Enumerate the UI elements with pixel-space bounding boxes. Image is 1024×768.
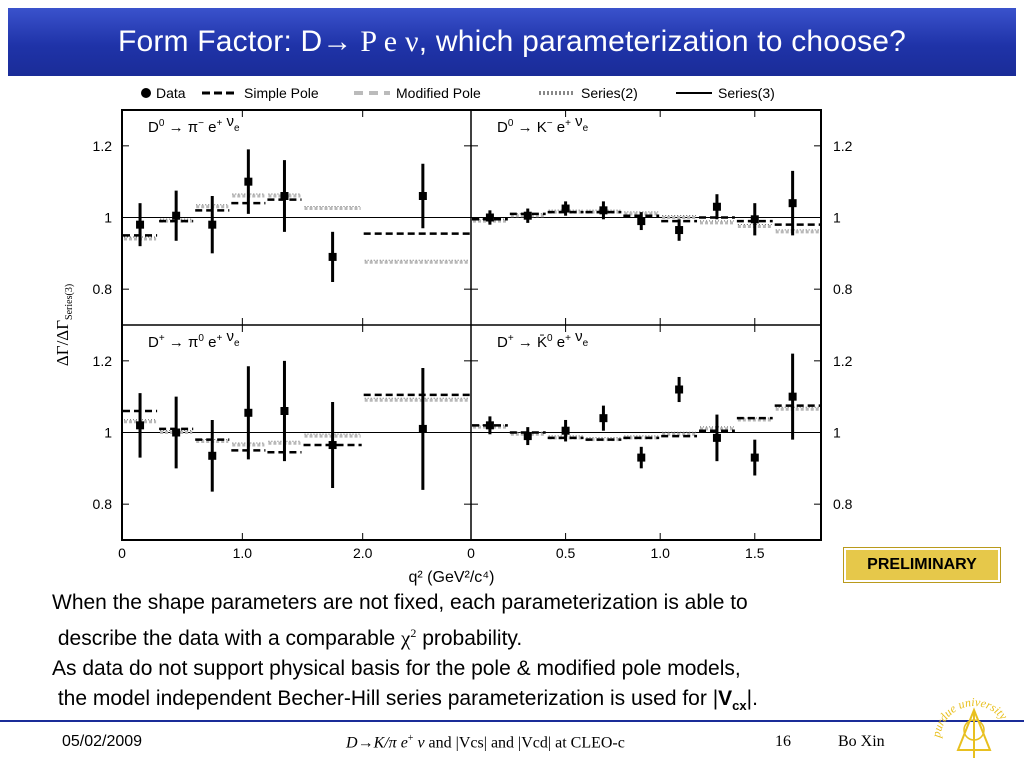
panel-label-part: 0: [158, 118, 165, 129]
data-point: [637, 217, 645, 225]
panel-label-part: D: [148, 119, 159, 136]
panel-label-part: D: [497, 334, 508, 351]
panel-label-D0pi: [148, 113, 240, 136]
panel-label-part: ν: [570, 328, 583, 345]
panel-label-part: +: [507, 333, 514, 344]
footer-talk-title: D→K/π e+ ν and |Vcs| and |Vcd| at CLEO-c: [346, 733, 625, 752]
panel-label-part: e: [582, 338, 589, 349]
bullet-1: When the shape parameters are not fixed, each parameterization is able to: [52, 591, 748, 614]
data-point: [599, 414, 607, 422]
panel-label-part: −: [546, 118, 553, 129]
title-bar: [8, 8, 1016, 76]
legend-label-3: Series(2): [581, 85, 638, 101]
data-point: [599, 206, 607, 214]
panel-label-part: e: [203, 334, 217, 351]
panel-label-part: 0: [507, 118, 514, 129]
y-axis-label-main: ΔΓ/ΔΓ: [53, 319, 72, 367]
panel-label-part: e: [582, 123, 589, 134]
ytick-label-D0pi-2: 1.2: [92, 137, 112, 154]
data-point: [136, 421, 144, 429]
form-factor-chart: [38, 80, 853, 586]
data-point: [524, 432, 532, 440]
slide-title: Form Factor: D→ P e ν, which parameterization to choose?: [117, 25, 907, 58]
panel-label-part: +: [565, 333, 571, 344]
panel-label-part: D: [497, 119, 508, 136]
legend-label-0: Data: [156, 85, 186, 101]
panel-label-part: e: [552, 334, 566, 351]
data-point: [637, 454, 645, 462]
ytick-label-right-D0K-2: 1.2: [833, 137, 853, 154]
data-point: [172, 212, 180, 220]
preliminary-badge: PRELIMINARY: [844, 548, 1000, 582]
data-point: [562, 427, 570, 435]
data-point: [244, 178, 252, 186]
panel-label-part: 0: [198, 333, 204, 344]
x-axis-label: q² (GeV²/c⁴): [408, 569, 495, 586]
data-point: [136, 221, 144, 229]
data-point: [713, 434, 721, 442]
data-point: [208, 452, 216, 460]
panel-label-part: ν: [570, 113, 583, 130]
ytick-label-right-D0K-1: 1: [833, 209, 841, 226]
data-point: [329, 253, 337, 261]
ytick-label-D0pi-0: 0.8: [92, 281, 112, 298]
xtick-label-Dppi-1: 1.0: [232, 545, 253, 561]
ytick-label-right-DpK-2: 1.2: [833, 352, 853, 369]
panel-label-part: → K: [513, 119, 547, 136]
ytick-label-right-DpK-0: 0.8: [833, 496, 853, 513]
y-axis-label-sub: Series(3): [64, 283, 75, 320]
data-point: [280, 407, 288, 415]
bullet-2: As data do not support physical basis for the pole & modified pole models,: [52, 657, 741, 680]
y-axis-label: [53, 284, 75, 366]
ytick-label-Dppi-0: 0.8: [92, 496, 112, 513]
data-point: [675, 386, 683, 394]
legend-label-4: Series(3): [718, 85, 775, 101]
data-point: [789, 199, 797, 207]
data-point: [280, 192, 288, 200]
footer-date: 05/02/2009: [62, 733, 143, 750]
data-point: [751, 454, 759, 462]
data-point: [562, 205, 570, 213]
data-point: [208, 221, 216, 229]
data-point: [244, 409, 252, 417]
svg-text:purdue university: purdue university: [929, 694, 1011, 739]
data-point: [419, 425, 427, 433]
data-point: [713, 203, 721, 211]
xtick-label-DpK-3: 1.5: [745, 545, 765, 561]
panel-label-part: e: [233, 338, 240, 349]
panel-label-part: +: [216, 118, 223, 129]
panel-label-part: e: [552, 119, 566, 136]
data-point: [486, 421, 494, 429]
panel-label-part: ν: [222, 113, 234, 130]
panel-label-part: → π: [164, 334, 199, 351]
data-point: [486, 214, 494, 222]
footer-page-number: 16: [775, 733, 791, 750]
panel-label-part: D: [148, 334, 159, 351]
ytick-label-right-DpK-1: 1: [833, 424, 841, 441]
panel-label-part: +: [158, 333, 165, 344]
ytick-label-Dppi-1: 1: [104, 424, 112, 441]
bullet-1-cont: describe the data with a comparable $\chi^2$ probability.: [57, 626, 523, 650]
legend-label-2: Modified Pole: [396, 85, 481, 101]
legend-marker-data: [141, 88, 151, 98]
panel-label-part: +: [216, 333, 223, 344]
xtick-label-DpK-2: 1.0: [650, 545, 670, 561]
ytick-label-right-D0K-0: 0.8: [833, 281, 853, 298]
footer-author: Bo Xin: [838, 733, 885, 750]
panel-label-DpK: [497, 328, 589, 351]
panel-label-part: → π: [164, 119, 199, 136]
xtick-label-Dppi-0: 0: [118, 545, 126, 561]
data-point: [329, 441, 337, 449]
panel-label-part: +: [565, 118, 571, 129]
data-point: [419, 192, 427, 200]
data-point: [172, 429, 180, 437]
ytick-label-D0pi-1: 1: [104, 209, 112, 226]
panel-label-part: ν: [222, 328, 234, 345]
xtick-label-DpK-0: 0: [467, 545, 475, 561]
purdue-university-logo: [928, 680, 1020, 766]
panel-label-part: → K̄: [513, 334, 548, 351]
panel-label-part: e: [233, 123, 240, 134]
panel-label-part: 0: [547, 333, 553, 344]
ytick-label-Dppi-2: 1.2: [92, 352, 112, 369]
panel-label-part: e: [203, 119, 217, 136]
panel-label-D0K: [497, 113, 589, 136]
bullet-2-cont: the model independent Becher-Hill series parameterization is used for $|V_{cx}|$.: [57, 687, 758, 714]
panel-label-part: −: [198, 118, 204, 129]
data-point: [789, 393, 797, 401]
data-point: [524, 212, 532, 220]
footer-rule: [0, 720, 1024, 722]
panel-label-Dppi: [148, 328, 240, 351]
xtick-label-DpK-1: 0.5: [555, 545, 576, 561]
body-text: [52, 588, 952, 721]
data-point: [751, 215, 759, 223]
data-point: [675, 226, 683, 234]
legend-label-1: Simple Pole: [244, 85, 319, 101]
xtick-label-Dppi-2: 2.0: [352, 545, 373, 561]
